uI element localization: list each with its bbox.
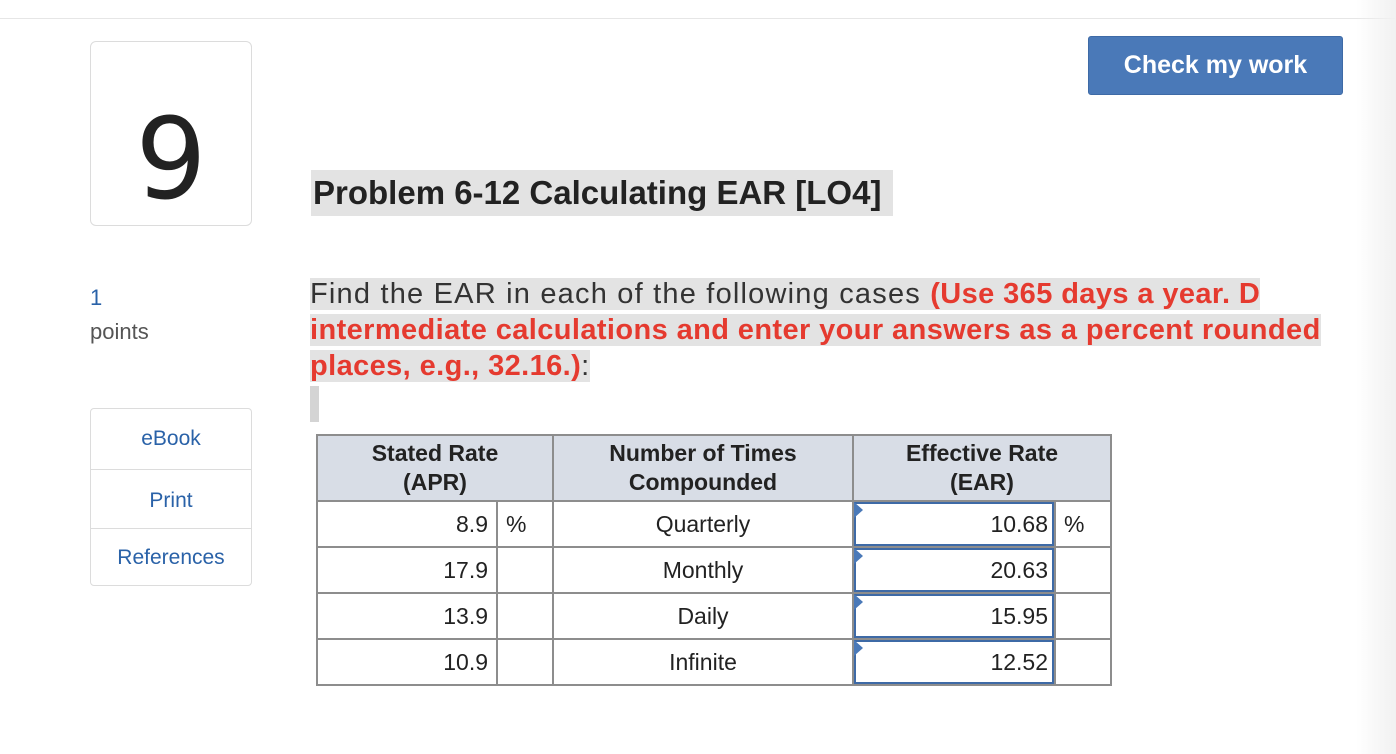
ear-value: 15.95	[990, 602, 1048, 629]
ear-value: 10.68	[990, 510, 1048, 537]
header-effective-rate	[853, 435, 1111, 501]
header-line: Effective Rate	[905, 440, 1059, 466]
print-link[interactable]: Print	[91, 470, 251, 529]
apr-unit	[497, 593, 553, 639]
table-row	[317, 593, 1111, 639]
table-row	[317, 547, 1111, 593]
ebook-link[interactable]: eBook	[91, 409, 251, 470]
resource-menu	[90, 408, 252, 586]
header-line: Stated Rate	[371, 440, 499, 466]
instruction-emphasis: places, e.g., 32.16.)	[310, 350, 582, 382]
instruction-line	[310, 312, 1370, 348]
answer-flag-icon	[854, 640, 863, 656]
apr-unit	[497, 639, 553, 685]
ear-input[interactable]	[853, 547, 1055, 593]
compounded-cell: Infinite	[553, 639, 853, 685]
check-my-work-button[interactable]: Check my work	[1088, 36, 1343, 95]
answer-flag-icon	[854, 548, 863, 564]
top-divider	[0, 18, 1396, 19]
ear-unit	[1055, 593, 1111, 639]
apr-cell: 13.9	[317, 593, 497, 639]
apr-unit: %	[497, 501, 553, 547]
table-row	[317, 501, 1111, 547]
references-link[interactable]: References	[117, 546, 225, 569]
header-line: (EAR)	[950, 469, 1014, 495]
ear-unit	[1055, 639, 1111, 685]
ear-input[interactable]	[853, 639, 1055, 685]
ear-input[interactable]	[853, 593, 1055, 639]
apr-cell: 10.9	[317, 639, 497, 685]
instruction-line	[310, 276, 1370, 312]
ear-unit: %	[1055, 501, 1111, 547]
compounded-cell: Daily	[553, 593, 853, 639]
ear-value: 12.52	[990, 648, 1048, 675]
question-number-card	[90, 41, 252, 226]
apr-unit	[497, 547, 553, 593]
instruction-emphasis: (Use 365 days a year. D	[930, 278, 1261, 310]
table-header-row	[317, 435, 1111, 501]
header-times-compounded	[553, 435, 853, 501]
table-row	[317, 639, 1111, 685]
ear-input[interactable]	[853, 501, 1055, 547]
apr-cell: 8.9	[317, 501, 497, 547]
problem-instructions	[310, 276, 1370, 384]
answer-flag-icon	[854, 594, 863, 610]
ear-unit	[1055, 547, 1111, 593]
points-label: points	[90, 319, 149, 344]
instruction-emphasis: intermediate calculations and enter your answers as a percent rounded	[310, 314, 1321, 346]
answer-flag-icon	[854, 502, 863, 518]
question-number: 9	[135, 95, 207, 225]
header-stated-rate	[317, 435, 553, 501]
text-cursor-block	[310, 386, 319, 422]
instruction-line	[310, 348, 1370, 384]
apr-cell: 17.9	[317, 547, 497, 593]
points-value: 1	[90, 285, 103, 310]
instruction-tail: :	[581, 350, 591, 382]
compounded-cell: Monthly	[553, 547, 853, 593]
instruction-text: Find the EAR in each of the following cases	[310, 278, 931, 310]
ear-table	[316, 434, 1112, 686]
header-line: Number of Times	[609, 440, 797, 466]
header-line: (APR)	[403, 469, 467, 495]
ear-value: 20.63	[990, 556, 1048, 583]
header-line: Compounded	[628, 469, 778, 495]
problem-title: Problem 6-12 Calculating EAR [LO4]	[311, 170, 893, 216]
compounded-cell: Quarterly	[553, 501, 853, 547]
right-edge-shadow	[1356, 0, 1396, 754]
